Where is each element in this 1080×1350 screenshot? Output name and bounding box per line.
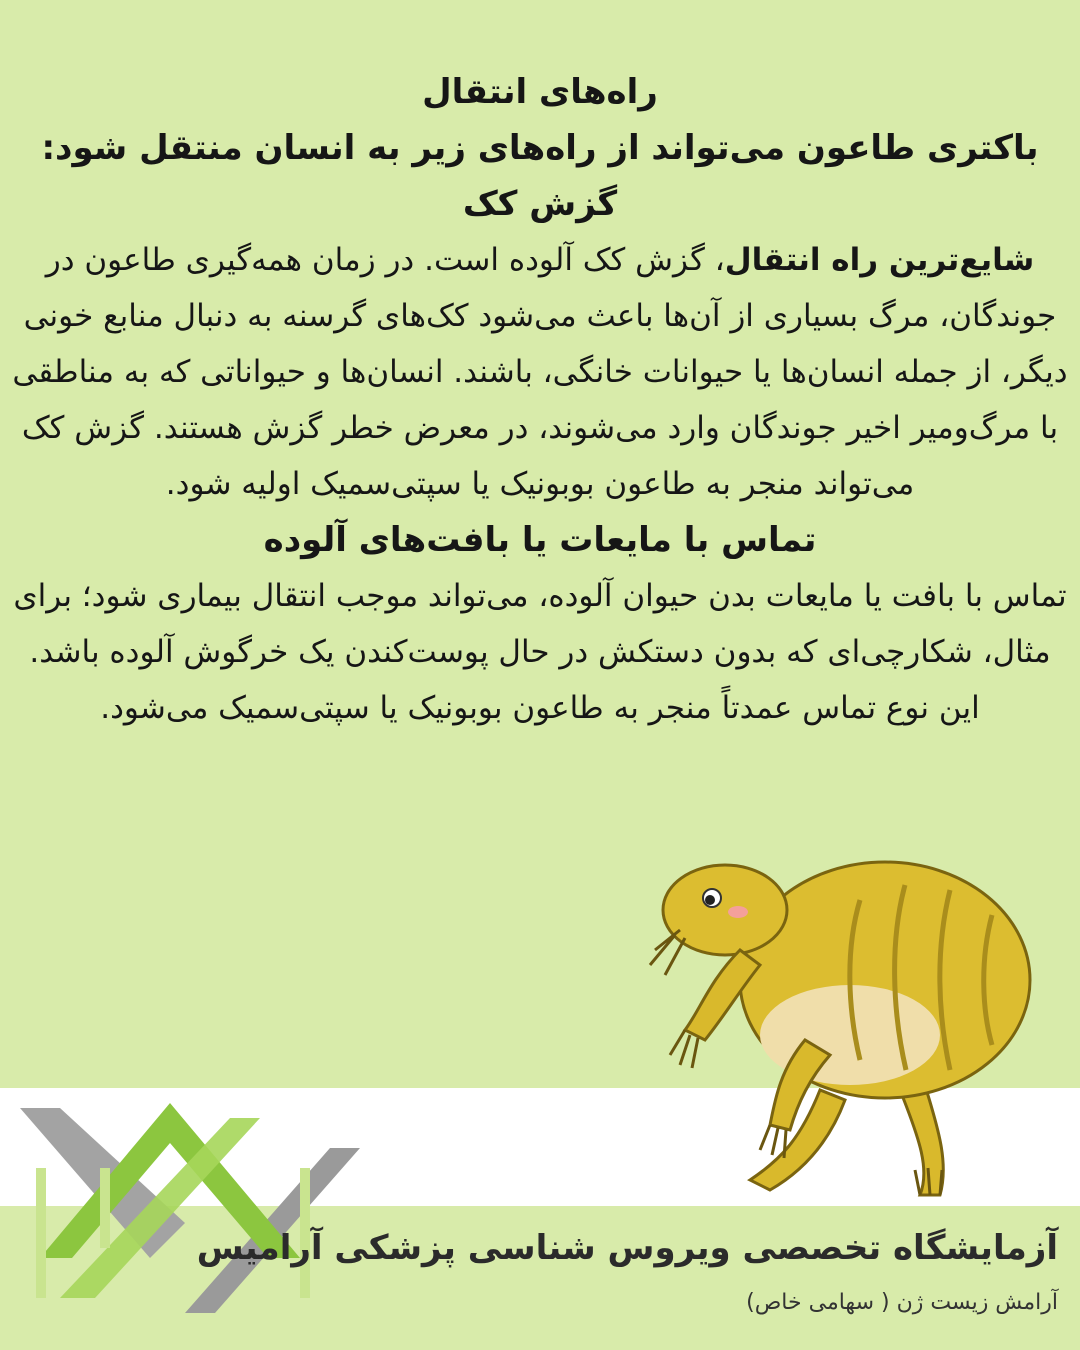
aramis-logo-icon [0,1088,400,1328]
page-title: راه‌های انتقال [422,72,658,112]
section-text-flea-bite [12,232,1068,512]
section-text-contact: تماس با بافت یا مایعات بدن حیوان آلوده، می‌تواند موجب انتقال بیماری شود؛ برای مثال، شکارچی‌ای که بدون دستکش در حال پوست‌کندن یک خرگوش آلوده باشد. این نوع تماس عمدتاً منجر به طاعون بوبونیک یا سپتی‌سمیک می‌شود. [13,578,1067,726]
flea-illustration-icon [630,840,1050,1200]
article-body [12,64,1068,736]
lab-name: آزمایشگاه تخصصی ویروس شناسی پزشکی آرامیس [196,1228,1058,1268]
section-heading-flea-bite: گزش کک [462,184,618,224]
page-subtitle: باکتری طاعون می‌تواند از راه‌های زیر به انسان منتقل شود: [41,128,1039,168]
section-heading-contact: تماس با مایعات یا بافت‌های آلوده [263,520,817,560]
lead-bold-text: شایع‌ترین راه انتقال [724,242,1035,278]
paragraph-text: ، گزش کک آلوده است. در زمان همه‌گیری طاعون در جوندگان، مرگ بسیاری از آن‌ها باعث می‌شود کک‌های گرسنه به دنبال منابع خونی دیگر، از جمله انسان‌ها یا حیوانات خانگی، باشند. انسان‌ها و حیواناتی که به مناطقی با مرگ‌ومیر اخیر جوندگان وارد می‌شوند، در معرض خطر گزش هستند. گزش کک می‌تواند منجر به طاعون بوبونیک یا سپتی‌سمیک اولیه شود. [12,242,1068,502]
company-name: آرامش زیست ژن ( سهامی خاص) [746,1290,1058,1315]
